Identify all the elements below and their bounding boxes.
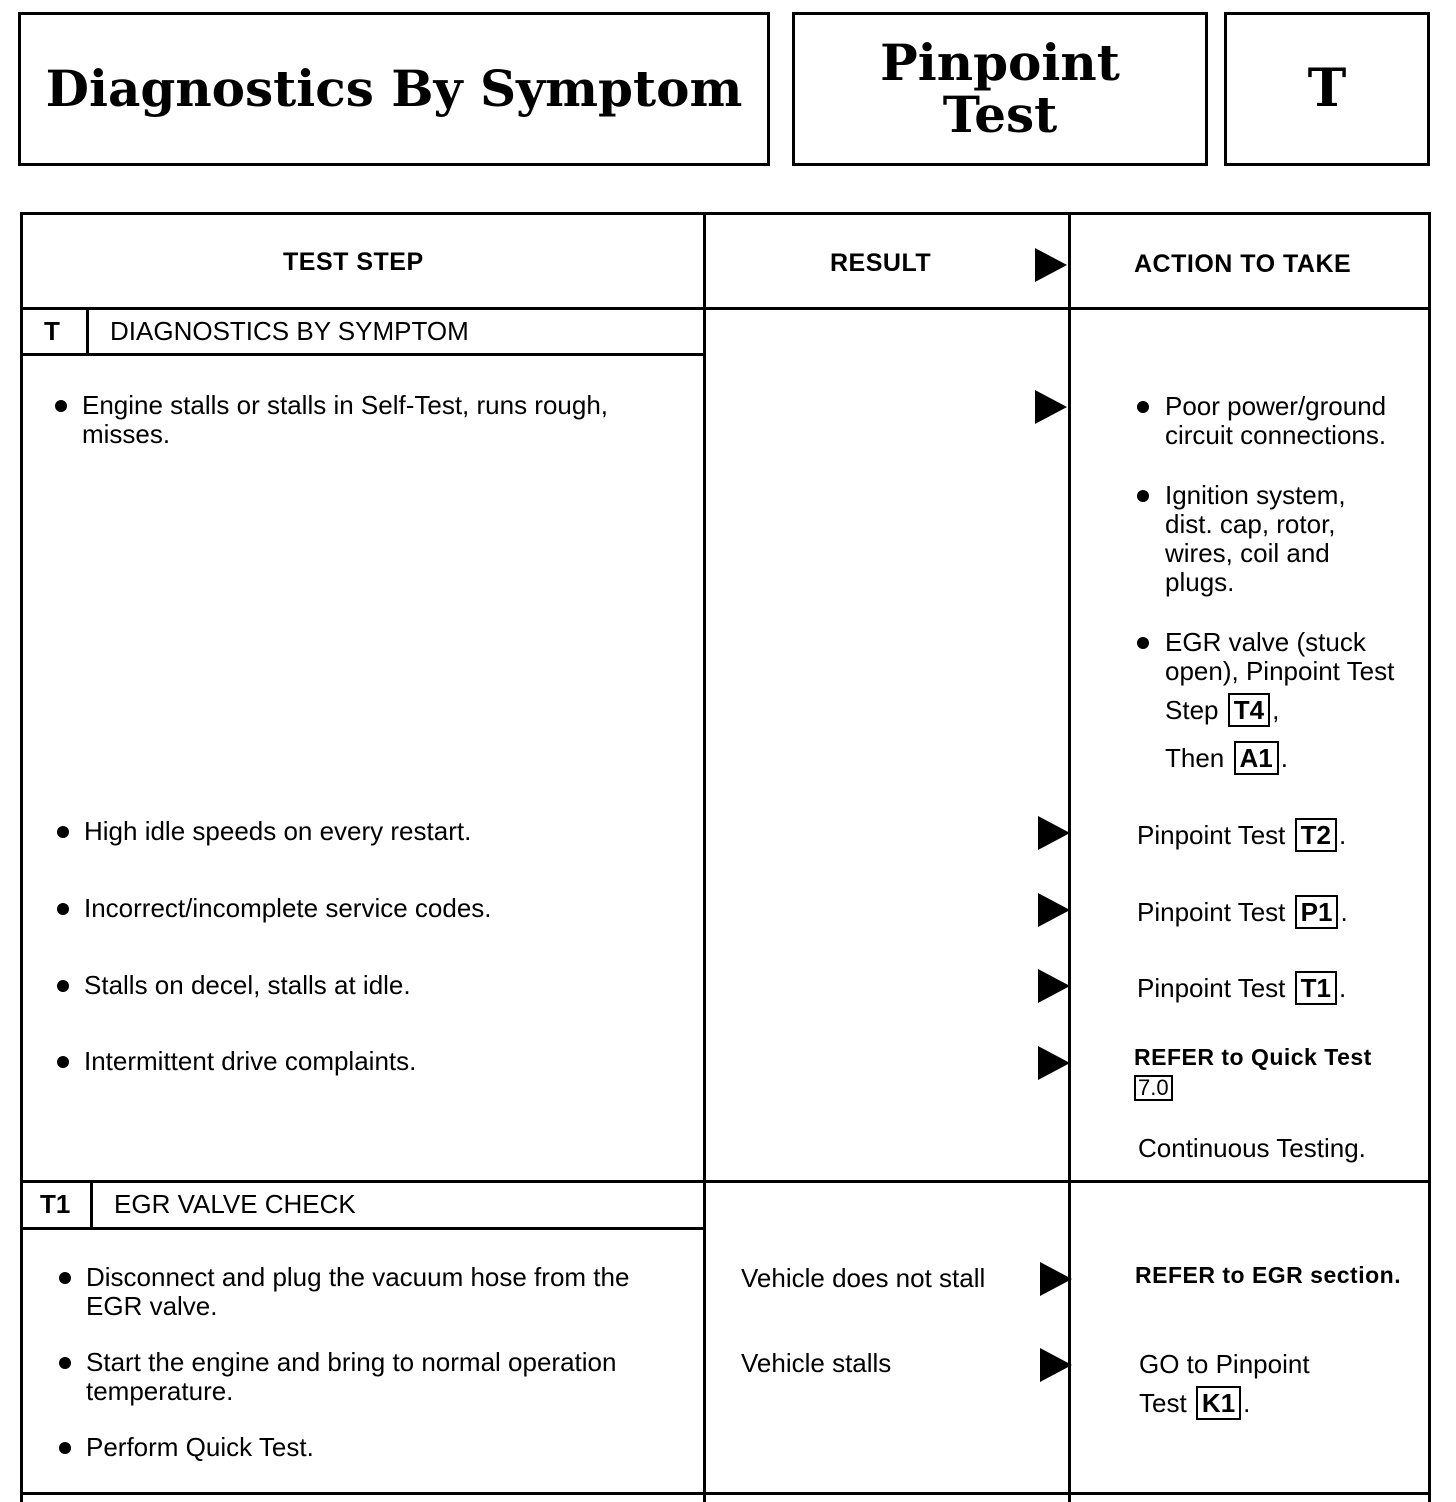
col-header-action: ACTION TO TAKE [1134, 250, 1352, 278]
bullet-icon [57, 980, 69, 992]
step-ref-t2[interactable]: T2 [1295, 818, 1337, 852]
arrow-right-icon [1040, 1348, 1072, 1382]
action-item: Pinpoint Test T2 . [1137, 820, 1347, 850]
action-item: Continuous Testing. [1138, 1133, 1366, 1163]
bullet-icon [57, 903, 69, 915]
bullet-icon [1137, 490, 1149, 502]
action-item: Pinpoint Test T1 . [1137, 973, 1347, 1003]
arrow-right-icon [1038, 1046, 1070, 1080]
arrow-right-icon [1038, 893, 1070, 927]
bullet-icon [57, 826, 69, 838]
bullet-icon [1137, 637, 1149, 649]
test-letter: T [1307, 57, 1347, 119]
bullet-icon [59, 1357, 71, 1369]
arrow-right-icon [1040, 1262, 1072, 1296]
list-item: Stalls on decel, stalls at idle. [84, 970, 411, 1000]
step-ref-k1[interactable]: K1 [1196, 1386, 1241, 1420]
arrow-right-icon [1038, 816, 1070, 850]
action-item: GO to Pinpoint [1139, 1349, 1310, 1379]
bullet-icon [59, 1272, 71, 1284]
list-item: High idle speeds on every restart. [84, 816, 472, 846]
action-item: REFER to Quick Test [1134, 1044, 1372, 1070]
action-item: REFER to EGR section. [1135, 1262, 1402, 1288]
quick-test-ref[interactable]: 7.0 [1134, 1075, 1173, 1101]
arrow-right-icon [1035, 248, 1067, 282]
step-ref-p1[interactable]: P1 [1295, 895, 1339, 929]
step-ref-a1[interactable]: A1 [1234, 741, 1279, 775]
step-ref-t4[interactable]: T4 [1228, 693, 1270, 727]
result-text: Vehicle stalls [741, 1348, 892, 1378]
col-header-result: RESULT [830, 249, 932, 277]
bullet-icon [55, 400, 67, 412]
page-title-box [18, 12, 770, 166]
list-item: Intermittent drive complaints. [84, 1046, 417, 1076]
section-title: DIAGNOSTICS BY SYMPTOM [110, 316, 469, 346]
page-title: Diagnostics By Symptom [45, 58, 743, 118]
test-letter-box [1224, 12, 1430, 166]
result-text: Vehicle does not stall [741, 1263, 986, 1293]
section-id: T1 [40, 1189, 71, 1219]
pinpoint-test-label: Pinpoint Test [880, 32, 1120, 144]
col-header-test-step: TEST STEP [283, 248, 424, 276]
list-item: Incorrect/incomplete service codes. [84, 893, 492, 923]
arrow-right-icon [1035, 390, 1067, 424]
action-item: Pinpoint Test P1 . [1137, 897, 1348, 927]
arrow-right-icon [1038, 969, 1070, 1003]
pinpoint-test-box [792, 12, 1208, 166]
bullet-icon [59, 1442, 71, 1454]
bullet-icon [1137, 401, 1149, 413]
section-title: EGR VALVE CHECK [114, 1189, 356, 1219]
step-ref-t1[interactable]: T1 [1295, 971, 1337, 1005]
section-id: T [44, 316, 60, 346]
bullet-icon [57, 1056, 69, 1068]
